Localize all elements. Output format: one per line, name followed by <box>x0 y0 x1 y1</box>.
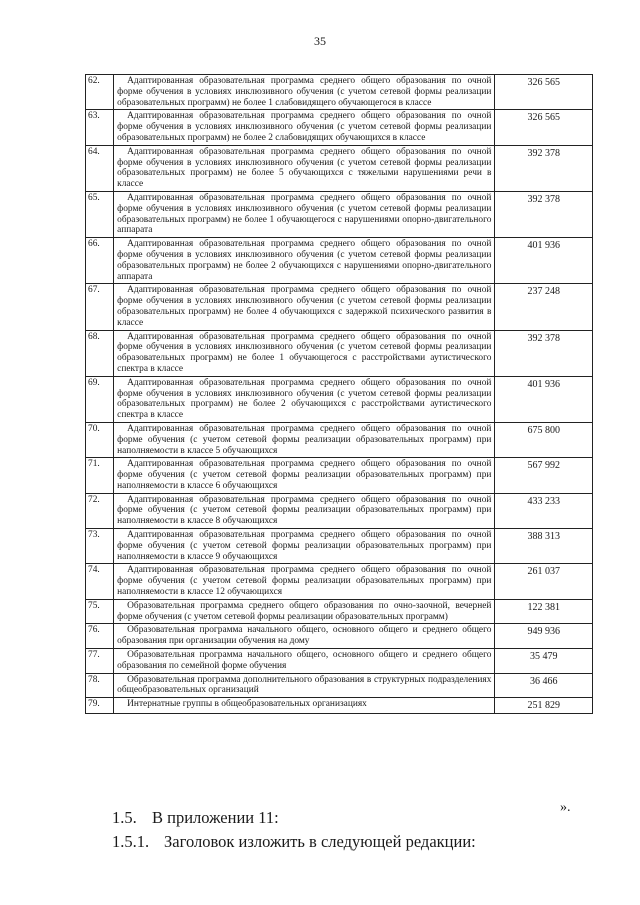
table-row <box>86 238 593 284</box>
row-value-cell: 949 936 <box>495 624 593 649</box>
table-row <box>86 564 593 599</box>
row-value-cell: 675 800 <box>495 422 593 457</box>
row-number-cell: 71. <box>86 458 114 493</box>
row-number-cell: 72. <box>86 493 114 528</box>
row-description-cell: Адаптированная образовательная программа среднего общего образования по очной форме обучения (с учетом сетевой формы реализации образовательных программ) при наполняемости в классе 8 обучающихся <box>114 493 495 528</box>
table-row <box>86 376 593 422</box>
row-description-cell: Адаптированная образовательная программа среднего общего образования по очной форме обучения в условиях инклюзивного обучения (с учетом сетевой формы реализации образовательных программ) не более 1 обучающегося с расстройствами аутистического спектра в классе <box>114 330 495 376</box>
row-description-cell: Интернатные группы в общеобразовательных организациях <box>114 698 495 714</box>
row-value-cell: 388 313 <box>495 529 593 564</box>
table-row <box>86 458 593 493</box>
table-row <box>86 284 593 330</box>
section-heading-1-5-1 <box>112 832 476 852</box>
row-description-cell: Адаптированная образовательная программа среднего общего образования по очной форме обучения в условиях инклюзивного обучения (с учетом сетевой формы реализации образовательных программ) не более 2 обучающихся с расстройствами аутистического спектра в классе <box>114 376 495 422</box>
section-heading-1-5 <box>112 808 279 828</box>
row-value-cell: 122 381 <box>495 599 593 624</box>
row-description-cell: Адаптированная образовательная программа среднего общего образования по очной форме обучения в условиях инклюзивного обучения (с учетом сетевой формы реализации образовательных программ) не более 2 слабовидящих обучающихся в классе <box>114 110 495 145</box>
table-row <box>86 624 593 649</box>
table-row <box>86 649 593 674</box>
row-value-cell: 36 466 <box>495 673 593 698</box>
row-number-cell: 78. <box>86 673 114 698</box>
row-value-cell: 326 565 <box>495 75 593 110</box>
table-row <box>86 529 593 564</box>
row-number-cell: 77. <box>86 649 114 674</box>
row-description-cell: Образовательная программа дополнительного образования в структурных подразделениях общеобразовательных организаций <box>114 673 495 698</box>
row-description-cell: Адаптированная образовательная программа среднего общего образования по очной форме обучения в условиях инклюзивного обучения (с учетом сетевой формы реализации образовательных программ) не более 1 слабовидящего обучающегося в классе <box>114 75 495 110</box>
cost-table <box>85 74 593 714</box>
row-description-cell: Адаптированная образовательная программа среднего общего образования по очной форме обучения в условиях инклюзивного обучения (с учетом сетевой формы реализации образовательных программ) не более 4 обучающихся с задержкой психического развития в классе <box>114 284 495 330</box>
row-number-cell: 66. <box>86 238 114 284</box>
row-value-cell: 326 565 <box>495 110 593 145</box>
row-value-cell: 401 936 <box>495 376 593 422</box>
table-row <box>86 110 593 145</box>
table-row <box>86 599 593 624</box>
section-text: В приложении 11: <box>152 808 279 827</box>
row-number-cell: 67. <box>86 284 114 330</box>
row-number-cell: 70. <box>86 422 114 457</box>
page-number: 35 <box>314 34 326 48</box>
row-value-cell: 251 829 <box>495 698 593 714</box>
row-description-cell: Образовательная программа начального общего, основного общего и среднего общего образования при организации обучения на дому <box>114 624 495 649</box>
row-description-cell: Адаптированная образовательная программа среднего общего образования по очной форме обучения в условиях инклюзивного обучения (с учетом сетевой формы реализации образовательных программ) не более 1 обучающегося с нарушениями опорно-двигательного аппарата <box>114 191 495 237</box>
row-number-cell: 76. <box>86 624 114 649</box>
table-row <box>86 422 593 457</box>
row-number-cell: 75. <box>86 599 114 624</box>
table-row <box>86 493 593 528</box>
row-number-cell: 64. <box>86 145 114 191</box>
section-number: 1.5.1. <box>112 832 150 851</box>
table-row <box>86 191 593 237</box>
row-description-cell: Адаптированная образовательная программа среднего общего образования по очной форме обучения (с учетом сетевой формы реализации образовательных программ) при наполняемости в классе 5 обучающихся <box>114 422 495 457</box>
row-description-cell: Адаптированная образовательная программа среднего общего образования по очной форме обучения (с учетом сетевой формы реализации образовательных программ) при наполняемости в классе 9 обучающихся <box>114 529 495 564</box>
row-value-cell: 433 233 <box>495 493 593 528</box>
table-row <box>86 75 593 110</box>
row-description-cell: Адаптированная образовательная программа среднего общего образования по очной форме обучения (с учетом сетевой формы реализации образовательных программ) при наполняемости в классе 6 обучающихся <box>114 458 495 493</box>
row-description-cell: Адаптированная образовательная программа среднего общего образования по очной форме обучения в условиях инклюзивного обучения (с учетом сетевой формы реализации образовательных программ) не более 5 обучающихся с тяжелыми нарушениями речи в классе <box>114 145 495 191</box>
row-description-cell: Образовательная программа начального общего, основного общего и среднего общего образования по семейной форме обучения <box>114 649 495 674</box>
table-row <box>86 330 593 376</box>
row-value-cell: 392 378 <box>495 191 593 237</box>
table-row <box>86 145 593 191</box>
row-number-cell: 63. <box>86 110 114 145</box>
row-number-cell: 65. <box>86 191 114 237</box>
row-value-cell: 237 248 <box>495 284 593 330</box>
row-number-cell: 74. <box>86 564 114 599</box>
row-number-cell: 68. <box>86 330 114 376</box>
closing-quote-mark: ». <box>560 800 571 815</box>
row-description-cell: Адаптированная образовательная программа среднего общего образования по очной форме обучения (с учетом сетевой формы реализации образовательных программ) при наполняемости в классе 12 обучающихся <box>114 564 495 599</box>
section-text: Заголовок изложить в следующей редакции: <box>164 832 476 851</box>
row-number-cell: 62. <box>86 75 114 110</box>
table-row <box>86 673 593 698</box>
section-number: 1.5. <box>112 808 137 827</box>
row-description-cell: Образовательная программа среднего общего образования по очно-заочной, вечерней форме обучения (с учетом сетевой формы реализации образовательных программ) <box>114 599 495 624</box>
row-value-cell: 35 479 <box>495 649 593 674</box>
row-value-cell: 261 037 <box>495 564 593 599</box>
row-number-cell: 79. <box>86 698 114 714</box>
table-row <box>86 698 593 714</box>
table-body <box>86 75 593 714</box>
row-value-cell: 392 378 <box>495 330 593 376</box>
row-number-cell: 69. <box>86 376 114 422</box>
row-number-cell: 73. <box>86 529 114 564</box>
row-value-cell: 392 378 <box>495 145 593 191</box>
row-value-cell: 401 936 <box>495 238 593 284</box>
row-description-cell: Адаптированная образовательная программа среднего общего образования по очной форме обучения в условиях инклюзивного обучения (с учетом сетевой формы реализации образовательных программ) не более 2 обучающихся с нарушениями опорно-двигательного аппарата <box>114 238 495 284</box>
row-value-cell: 567 992 <box>495 458 593 493</box>
